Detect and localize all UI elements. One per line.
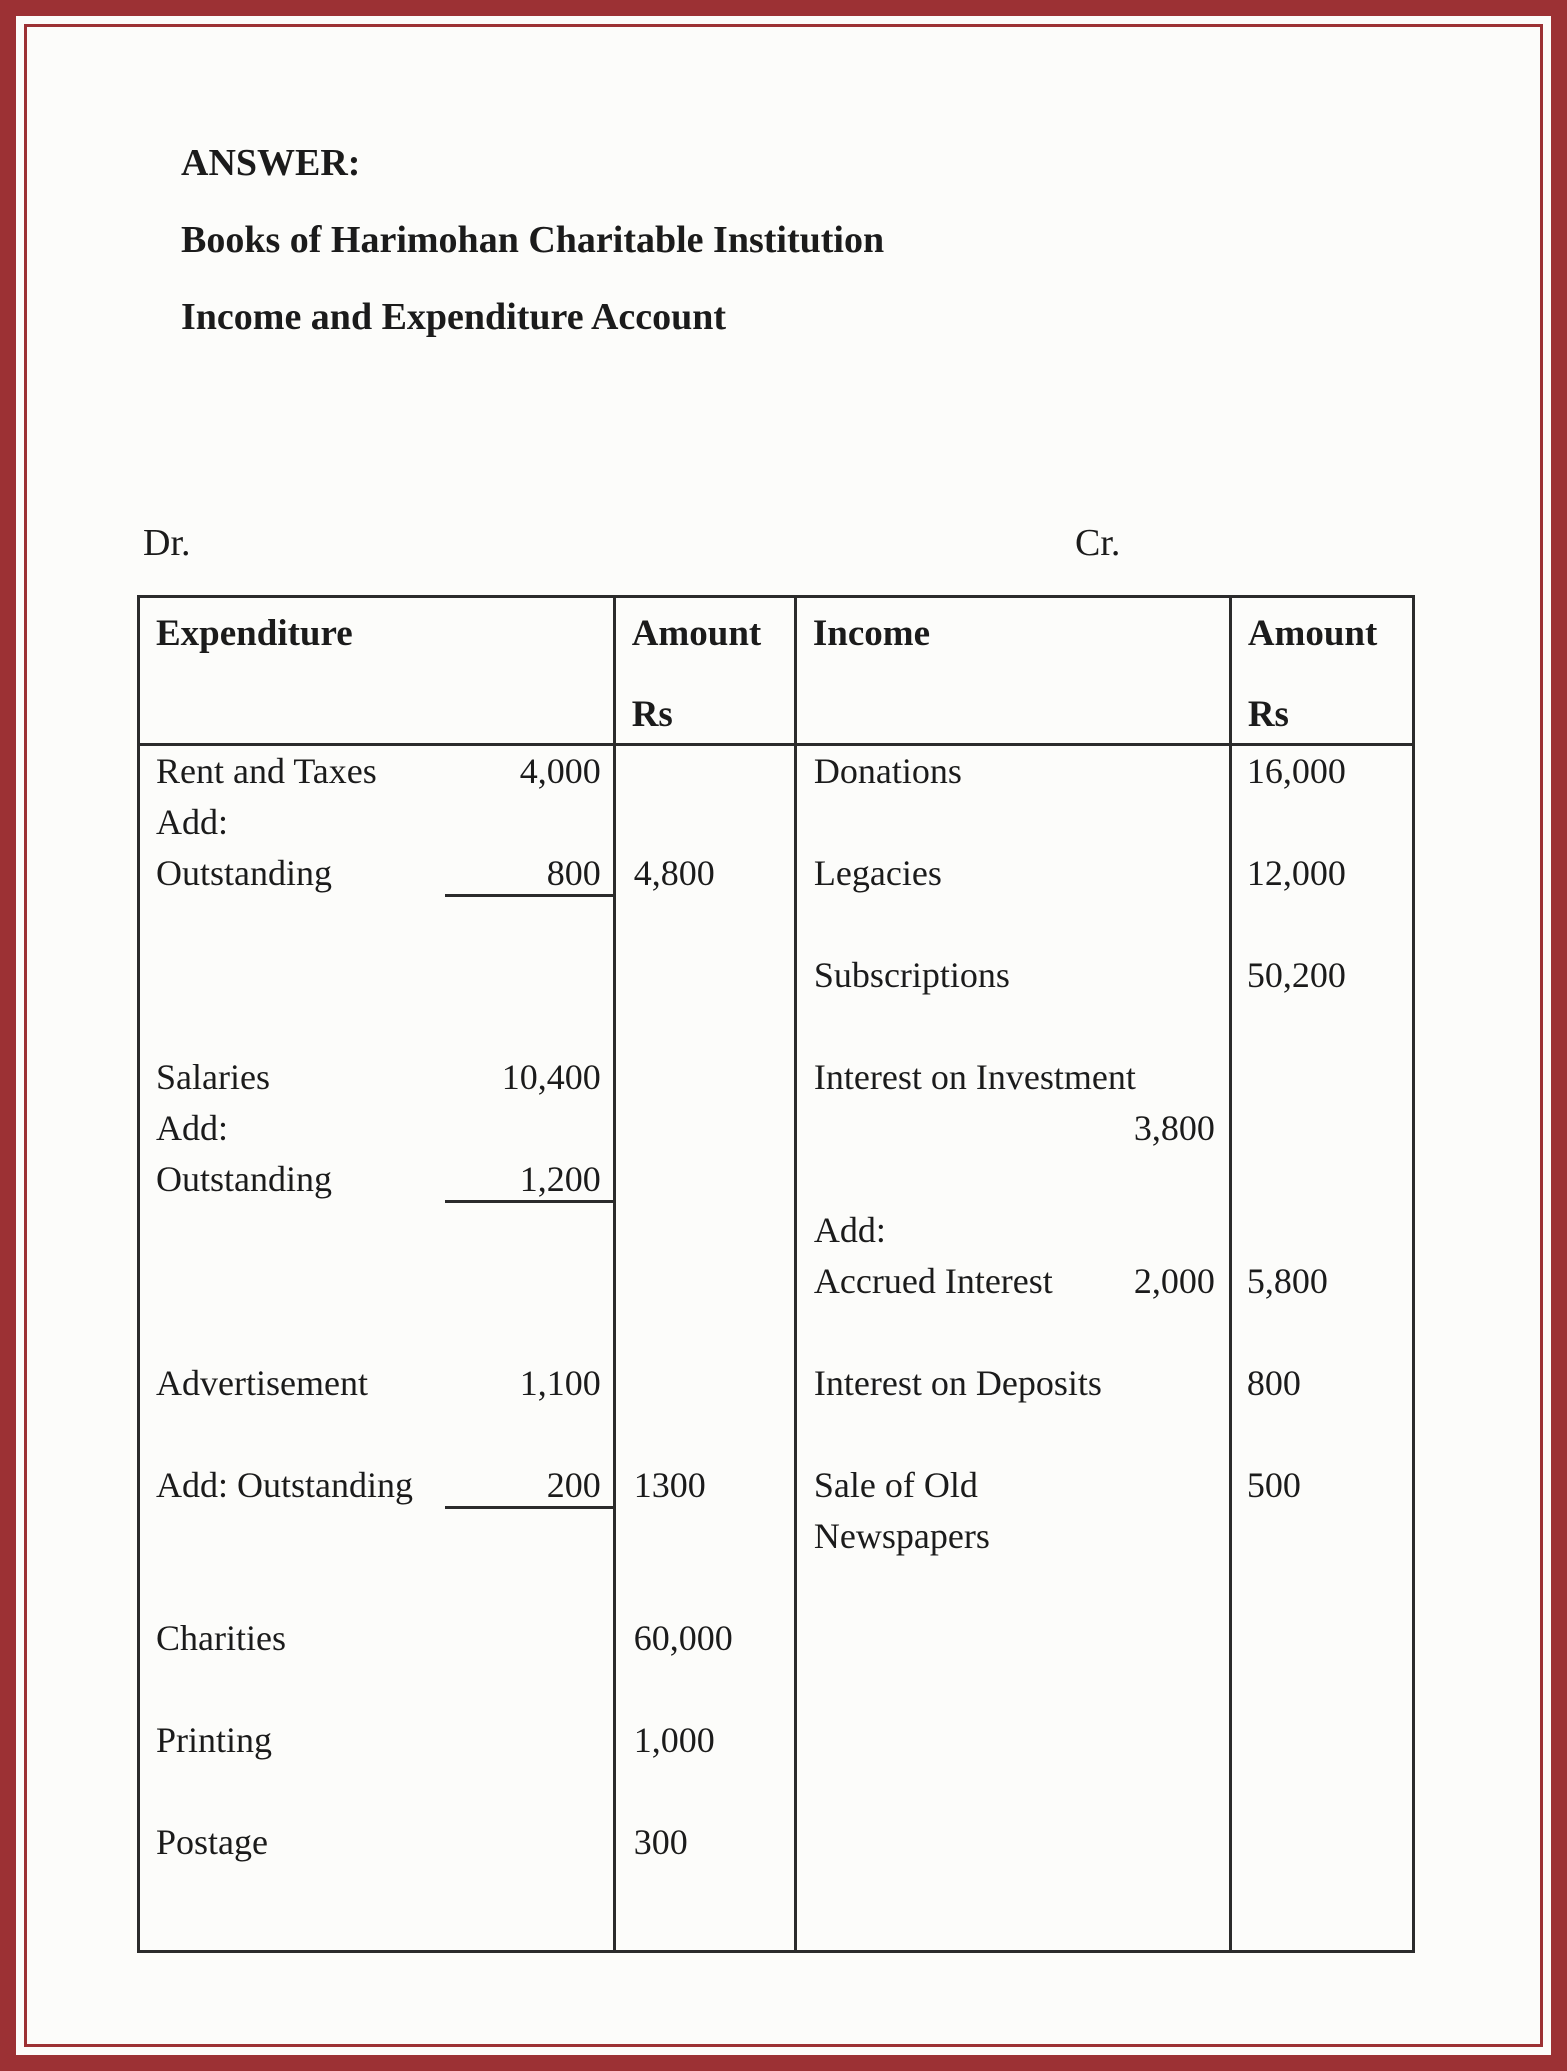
- table-cell: [1232, 1562, 1412, 1613]
- table-cell: [140, 1715, 616, 1766]
- table-cell: [616, 1256, 797, 1307]
- table-cell: [140, 1868, 616, 1950]
- table-cell: [140, 1103, 616, 1154]
- amount-left-value: 4,800: [633, 853, 715, 893]
- table-body: [140, 746, 1412, 1950]
- table-cell: [616, 1766, 797, 1817]
- cr-label: Cr.: [1075, 522, 1121, 564]
- table-cell: [797, 1562, 1232, 1613]
- table-cell: [140, 1511, 616, 1562]
- table-spacer-row: [140, 1307, 1412, 1358]
- table-cell: [616, 1103, 797, 1154]
- expenditure-label: Outstanding: [156, 1159, 332, 1199]
- amount-left-value: 60,000: [633, 1618, 733, 1658]
- table-cell: [1232, 1613, 1412, 1664]
- table-cell: [616, 1409, 797, 1460]
- table-cell: [1232, 1511, 1412, 1562]
- table-cell: [1232, 1715, 1412, 1766]
- table-cell: [1232, 950, 1412, 1001]
- dr-cr-row: [137, 518, 1415, 569]
- table-cell: [797, 1460, 1232, 1511]
- expenditure-inner-amount: 200: [445, 1460, 613, 1509]
- col-header-amount-right: [1232, 598, 1412, 743]
- table-cell: [797, 1358, 1232, 1409]
- table-cell: [1232, 1205, 1412, 1256]
- expenditure-label: Printing: [156, 1720, 273, 1760]
- table-cell: [140, 1154, 616, 1205]
- income-expenditure-table: [137, 595, 1415, 1953]
- table-cell: [1232, 1664, 1412, 1715]
- income-label: Legacies: [813, 853, 942, 893]
- table-cell: [1232, 1103, 1412, 1154]
- amount-right-value: 5,800: [1246, 1261, 1328, 1301]
- table-row: [140, 1715, 1412, 1766]
- amount-right-value: 16,000: [1246, 751, 1346, 791]
- table-row: [140, 1256, 1412, 1307]
- table-cell: [1232, 1409, 1412, 1460]
- expenditure-label: Add: Outstanding: [156, 1465, 413, 1505]
- table-cell: [797, 1409, 1232, 1460]
- amount-right-value: 12,000: [1246, 853, 1346, 893]
- income-label: Newspapers: [813, 1516, 990, 1556]
- table-cell: [616, 1001, 797, 1052]
- col-header-amount-left-label: Amount: [631, 613, 762, 654]
- table-cell: [616, 1715, 797, 1766]
- table-cell: [1232, 1001, 1412, 1052]
- table-row: [140, 746, 1412, 797]
- table-cell: [616, 1358, 797, 1409]
- income-inner-amount: 2,000: [1133, 1261, 1215, 1301]
- col-header-income-label: Income: [812, 613, 931, 654]
- table-cell: [797, 1613, 1232, 1664]
- table-cell: [140, 1766, 616, 1817]
- table-cell: [140, 1256, 616, 1307]
- table-row: [140, 1460, 1412, 1511]
- document-title: Books of Harimohan Charitable Institution: [181, 219, 885, 261]
- amount-right-value: 800: [1246, 1363, 1301, 1403]
- table-cell: [140, 746, 616, 797]
- table-row: [140, 1154, 1412, 1205]
- table-cell: [616, 848, 797, 899]
- table-cell: [140, 848, 616, 899]
- table-cell: [1232, 1052, 1412, 1103]
- col-header-amount-left: [616, 598, 797, 743]
- income-inner-amount: 3,800: [1133, 1108, 1215, 1148]
- table-cell: [1232, 1154, 1412, 1205]
- table-cell: [1232, 1307, 1412, 1358]
- col-header-expenditure-label: Expenditure: [156, 613, 353, 654]
- table-cell: [616, 950, 797, 1001]
- table-header-row: [140, 598, 1412, 746]
- table-row: [140, 1205, 1412, 1256]
- table-row: [140, 1817, 1412, 1868]
- table-spacer-row: [140, 1409, 1412, 1460]
- expenditure-inner-amount: 1,200: [445, 1154, 613, 1203]
- table-row: [140, 1511, 1412, 1562]
- table-spacer-row: [140, 899, 1412, 950]
- table-cell: [616, 899, 797, 950]
- table-cell: [797, 1103, 1232, 1154]
- table-row: [140, 1052, 1412, 1103]
- table-cell: [1232, 848, 1412, 899]
- table-cell: [797, 746, 1232, 797]
- table-cell: [616, 1154, 797, 1205]
- expenditure-inner-amount: 10,400: [501, 1057, 601, 1097]
- table-cell: [140, 1664, 616, 1715]
- expenditure-inner-amount: 4,000: [519, 751, 601, 791]
- table-cell: [616, 797, 797, 848]
- table-cell: [797, 1664, 1232, 1715]
- table-cell: [1232, 1868, 1412, 1950]
- table-cell: [797, 1154, 1232, 1205]
- table-cell: [797, 1868, 1232, 1950]
- table-cell: [1232, 1460, 1412, 1511]
- answer-label: ANSWER:: [181, 142, 361, 184]
- document-headings: [181, 125, 1520, 356]
- table-cell: [616, 1460, 797, 1511]
- table-cell: [616, 1562, 797, 1613]
- col-header-amount-left-unit: Rs: [631, 694, 673, 735]
- table-cell: [797, 1205, 1232, 1256]
- table-cell: [1232, 1256, 1412, 1307]
- income-label: Accrued Interest: [813, 1261, 1053, 1301]
- table-cell: [140, 1817, 616, 1868]
- amount-left-value: 300: [633, 1822, 688, 1862]
- income-label: Sale of Old: [813, 1465, 978, 1505]
- table-cell: [616, 1613, 797, 1664]
- table-row: [140, 1613, 1412, 1664]
- income-label: Interest on Deposits: [813, 1363, 1102, 1403]
- table-cell: [140, 1001, 616, 1052]
- table-row: [140, 848, 1412, 899]
- expenditure-label: Add:: [156, 1108, 228, 1148]
- table-cell: [797, 1511, 1232, 1562]
- table-spacer-row: [140, 1766, 1412, 1817]
- col-header-expenditure: [140, 598, 616, 743]
- table-cell: [797, 950, 1232, 1001]
- income-label: Interest on Investment: [813, 1057, 1136, 1097]
- expenditure-label: Salaries: [156, 1057, 270, 1097]
- income-label: Subscriptions: [813, 955, 1010, 995]
- expenditure-label: Add:: [156, 802, 228, 842]
- table-cell: [616, 1205, 797, 1256]
- dr-label: Dr.: [143, 522, 191, 564]
- income-label: Add:: [813, 1210, 886, 1250]
- expenditure-inner-amount: 1,100: [519, 1363, 601, 1403]
- table-cell: [797, 848, 1232, 899]
- table-cell: [616, 1664, 797, 1715]
- table-cell: [140, 1460, 616, 1511]
- table-cell: [797, 797, 1232, 848]
- table-cell: [1232, 1817, 1412, 1868]
- expenditure-label: Rent and Taxes: [156, 751, 377, 791]
- table-cell: [1232, 797, 1412, 848]
- table-spacer-row: [140, 1001, 1412, 1052]
- col-header-income: [797, 598, 1232, 743]
- table-cell: [616, 1511, 797, 1562]
- table-cell: [140, 1052, 616, 1103]
- table-cell: [1232, 746, 1412, 797]
- table-cell: [140, 1307, 616, 1358]
- table-cell: [616, 1817, 797, 1868]
- amount-right-value: 50,200: [1246, 955, 1346, 995]
- table-cell: [1232, 1358, 1412, 1409]
- table-spacer-row: [140, 1664, 1412, 1715]
- table-spacer-row: [140, 1562, 1412, 1613]
- table-cell: [140, 797, 616, 848]
- table-cell: [140, 1409, 616, 1460]
- income-label: Donations: [813, 751, 962, 791]
- table-row: [140, 950, 1412, 1001]
- amount-right-value: 500: [1246, 1465, 1301, 1505]
- table-cell: [1232, 1766, 1412, 1817]
- col-header-amount-right-unit: Rs: [1247, 694, 1289, 735]
- table-cell: [797, 1307, 1232, 1358]
- table-cell: [797, 899, 1232, 950]
- expenditure-label: Charities: [156, 1618, 286, 1658]
- amount-left-value: 1300: [633, 1465, 706, 1505]
- table-cell: [797, 1052, 1232, 1103]
- table-cell: [140, 1358, 616, 1409]
- expenditure-inner-amount: 800: [445, 848, 613, 897]
- table-cell: [616, 746, 797, 797]
- table-cell: [797, 1766, 1232, 1817]
- page-inner-frame: [24, 24, 1543, 2047]
- expenditure-label: Advertisement: [156, 1363, 368, 1403]
- table-cell: [616, 1052, 797, 1103]
- table-cell: [616, 1307, 797, 1358]
- table-cell: [140, 1205, 616, 1256]
- table-cell: [140, 1562, 616, 1613]
- table-cell: [616, 1868, 797, 1950]
- table-cell: [797, 1715, 1232, 1766]
- document-subtitle: Income and Expenditure Account: [181, 296, 727, 338]
- table-row: [140, 797, 1412, 848]
- table-spacer-row: [140, 1868, 1412, 1950]
- table-cell: [140, 1613, 616, 1664]
- expenditure-label: Outstanding: [156, 853, 332, 893]
- amount-left-value: 1,000: [633, 1720, 715, 1760]
- expenditure-label: Postage: [156, 1822, 268, 1862]
- document-content: [27, 125, 1540, 1953]
- table-cell: [797, 1817, 1232, 1868]
- table-cell: [797, 1256, 1232, 1307]
- table-cell: [140, 899, 616, 950]
- table-cell: [140, 950, 616, 1001]
- table-cell: [1232, 899, 1412, 950]
- col-header-amount-right-label: Amount: [1247, 613, 1378, 654]
- table-cell: [797, 1001, 1232, 1052]
- table-row: [140, 1358, 1412, 1409]
- table-row: [140, 1103, 1412, 1154]
